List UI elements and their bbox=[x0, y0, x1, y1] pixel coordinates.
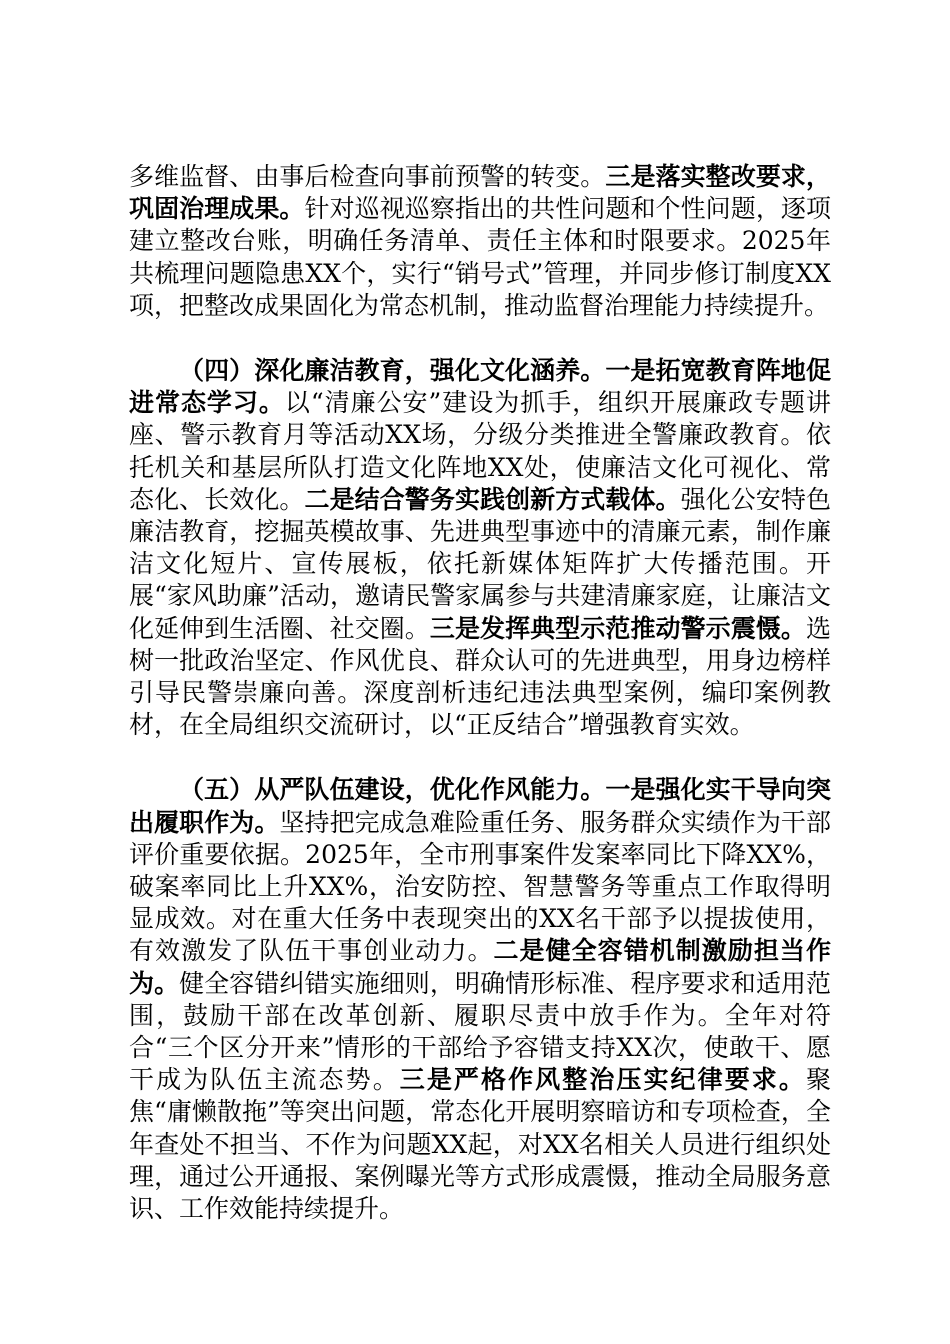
text-run: 特色廉洁教育，挖掘英模故事、先进典型事迹中的清廉元素， bbox=[129, 484, 831, 547]
text-run: 讲座、警示教育月等活动XX场，分级分类推进全警廉政教育。 bbox=[129, 388, 831, 450]
bold-heading-run: 出履职作为。 bbox=[129, 807, 280, 837]
text-run: 多维监督、由事后检查向事前预警的转变。 bbox=[129, 162, 606, 191]
bold-heading-run: 二是健全容错机制激励担 bbox=[493, 936, 780, 966]
bold-heading-run: 三是严格作风整治压实纪律要 bbox=[399, 1065, 752, 1095]
paragraph-rectification bbox=[129, 161, 831, 322]
text-run: 题，逐项建立整改台账，明确任务清单、责任主体和时限要 bbox=[129, 194, 831, 256]
text-run: 常态化、长效化。 bbox=[129, 452, 831, 514]
text-run: 步修订制度XX项，把整改成果固化为常态机制，推动监督治理 bbox=[129, 258, 831, 320]
text-run: 坚持把完成急难险重任务、服务群众实绩作为干 bbox=[279, 807, 806, 837]
text-run: 典型，用身边榜样引导民警崇廉向善。深度剖析违纪违法典型 bbox=[129, 645, 831, 708]
paragraph-team-building bbox=[129, 774, 831, 1225]
text-run: 以“清廉公安”建设为抓手，组织开展廉政专题 bbox=[284, 388, 806, 418]
bold-heading-run: 三是落实整改要 bbox=[605, 162, 781, 191]
text-run: 员进行组织处理，通过公开通报、案例曝光等方式形成震慑， bbox=[129, 1129, 831, 1191]
text-run: 庭，让廉洁文化延伸到生活圈、社交圈。 bbox=[129, 581, 831, 643]
text-run: 适用范围，鼓励干部在改革创新、履职尽责中放手作为。全年 bbox=[129, 968, 831, 1030]
text-run: 用，有效激发了队伍干事创业动力。 bbox=[129, 904, 831, 966]
text-run: 干、愿干成为队伍主流态势。 bbox=[129, 1033, 831, 1095]
text-run: 求。2025年共梳理问题隐患XX个，实行“销号式”管理，并同 bbox=[129, 226, 831, 288]
text-run: %，破案率同比上升XX%，治安防控、智慧警务等重点工作取得 bbox=[129, 839, 831, 902]
text-run: 强化公安 bbox=[680, 484, 781, 514]
text-run: 健全容错纠错实施细则，明确情形标准、程序要求和 bbox=[179, 968, 756, 998]
text-run: 能力持续提升。 bbox=[654, 290, 830, 320]
text-run: 合”增强教育实效。 bbox=[541, 710, 755, 740]
text-run: 制作廉洁文化短片、宣传展板，依托新媒体矩阵扩大传播范 bbox=[129, 517, 831, 579]
text-run: 推动全局服务意识、工作效能持续提升。 bbox=[129, 1161, 831, 1224]
text-run: 对符合“三个区分开来”情形的干部给予容错支持XX次，使敢 bbox=[129, 1000, 831, 1063]
text-run: 部评价重要依据。2025年，全市刑事案件发案率同比下降XX bbox=[129, 807, 831, 869]
bold-heading-run: 动警示震慑。 bbox=[655, 613, 806, 643]
bold-heading-run: 当作为。 bbox=[129, 936, 831, 998]
text-run: 项检查，全年查处不担当、不作为问题XX起，对XX名相关人 bbox=[129, 1097, 831, 1159]
text-run: 明显成效。对在重大任务中表现突出的XX名干部予以提拔使 bbox=[129, 872, 831, 934]
text-run: 选树一批政治坚定、作风优良、群众认可的先进 bbox=[129, 613, 831, 675]
document-body bbox=[129, 161, 831, 1225]
bold-heading-run: 求。 bbox=[751, 1065, 806, 1095]
bold-heading-run: 求，巩固治理成果。 bbox=[129, 162, 831, 224]
section-heading: （四）深化廉洁教育，强化文化涵养。一是拓宽教育阵地促 bbox=[179, 356, 831, 386]
paragraph-integrity-education bbox=[129, 355, 831, 741]
bold-heading-run: 二是结合警务实践创新方式载体。 bbox=[304, 484, 681, 514]
text-run: 案例，编印案例教材，在全局组织交流研讨，以“正反结 bbox=[129, 678, 831, 740]
section-heading: （五）从严队伍建设，优化作风能力。一是强化实干导向突 bbox=[179, 775, 831, 805]
text-run: 针对巡视巡察指出的共性问题和个性问 bbox=[304, 194, 731, 224]
text-run: 聚焦“庸懒散拖”等突出问题，常态化开展明察暗访和专 bbox=[129, 1065, 831, 1127]
text-run: 依托机关和基层所队打造文化阵地XX处，使廉洁文化可视化、 bbox=[129, 420, 831, 482]
bold-heading-run: 进常态学习。 bbox=[129, 388, 285, 418]
bold-heading-run: 三是发挥典型示范推 bbox=[429, 613, 656, 643]
text-run: 围。开展“家风助廉”活动，邀请民警家属参与共建清廉家 bbox=[129, 549, 831, 611]
